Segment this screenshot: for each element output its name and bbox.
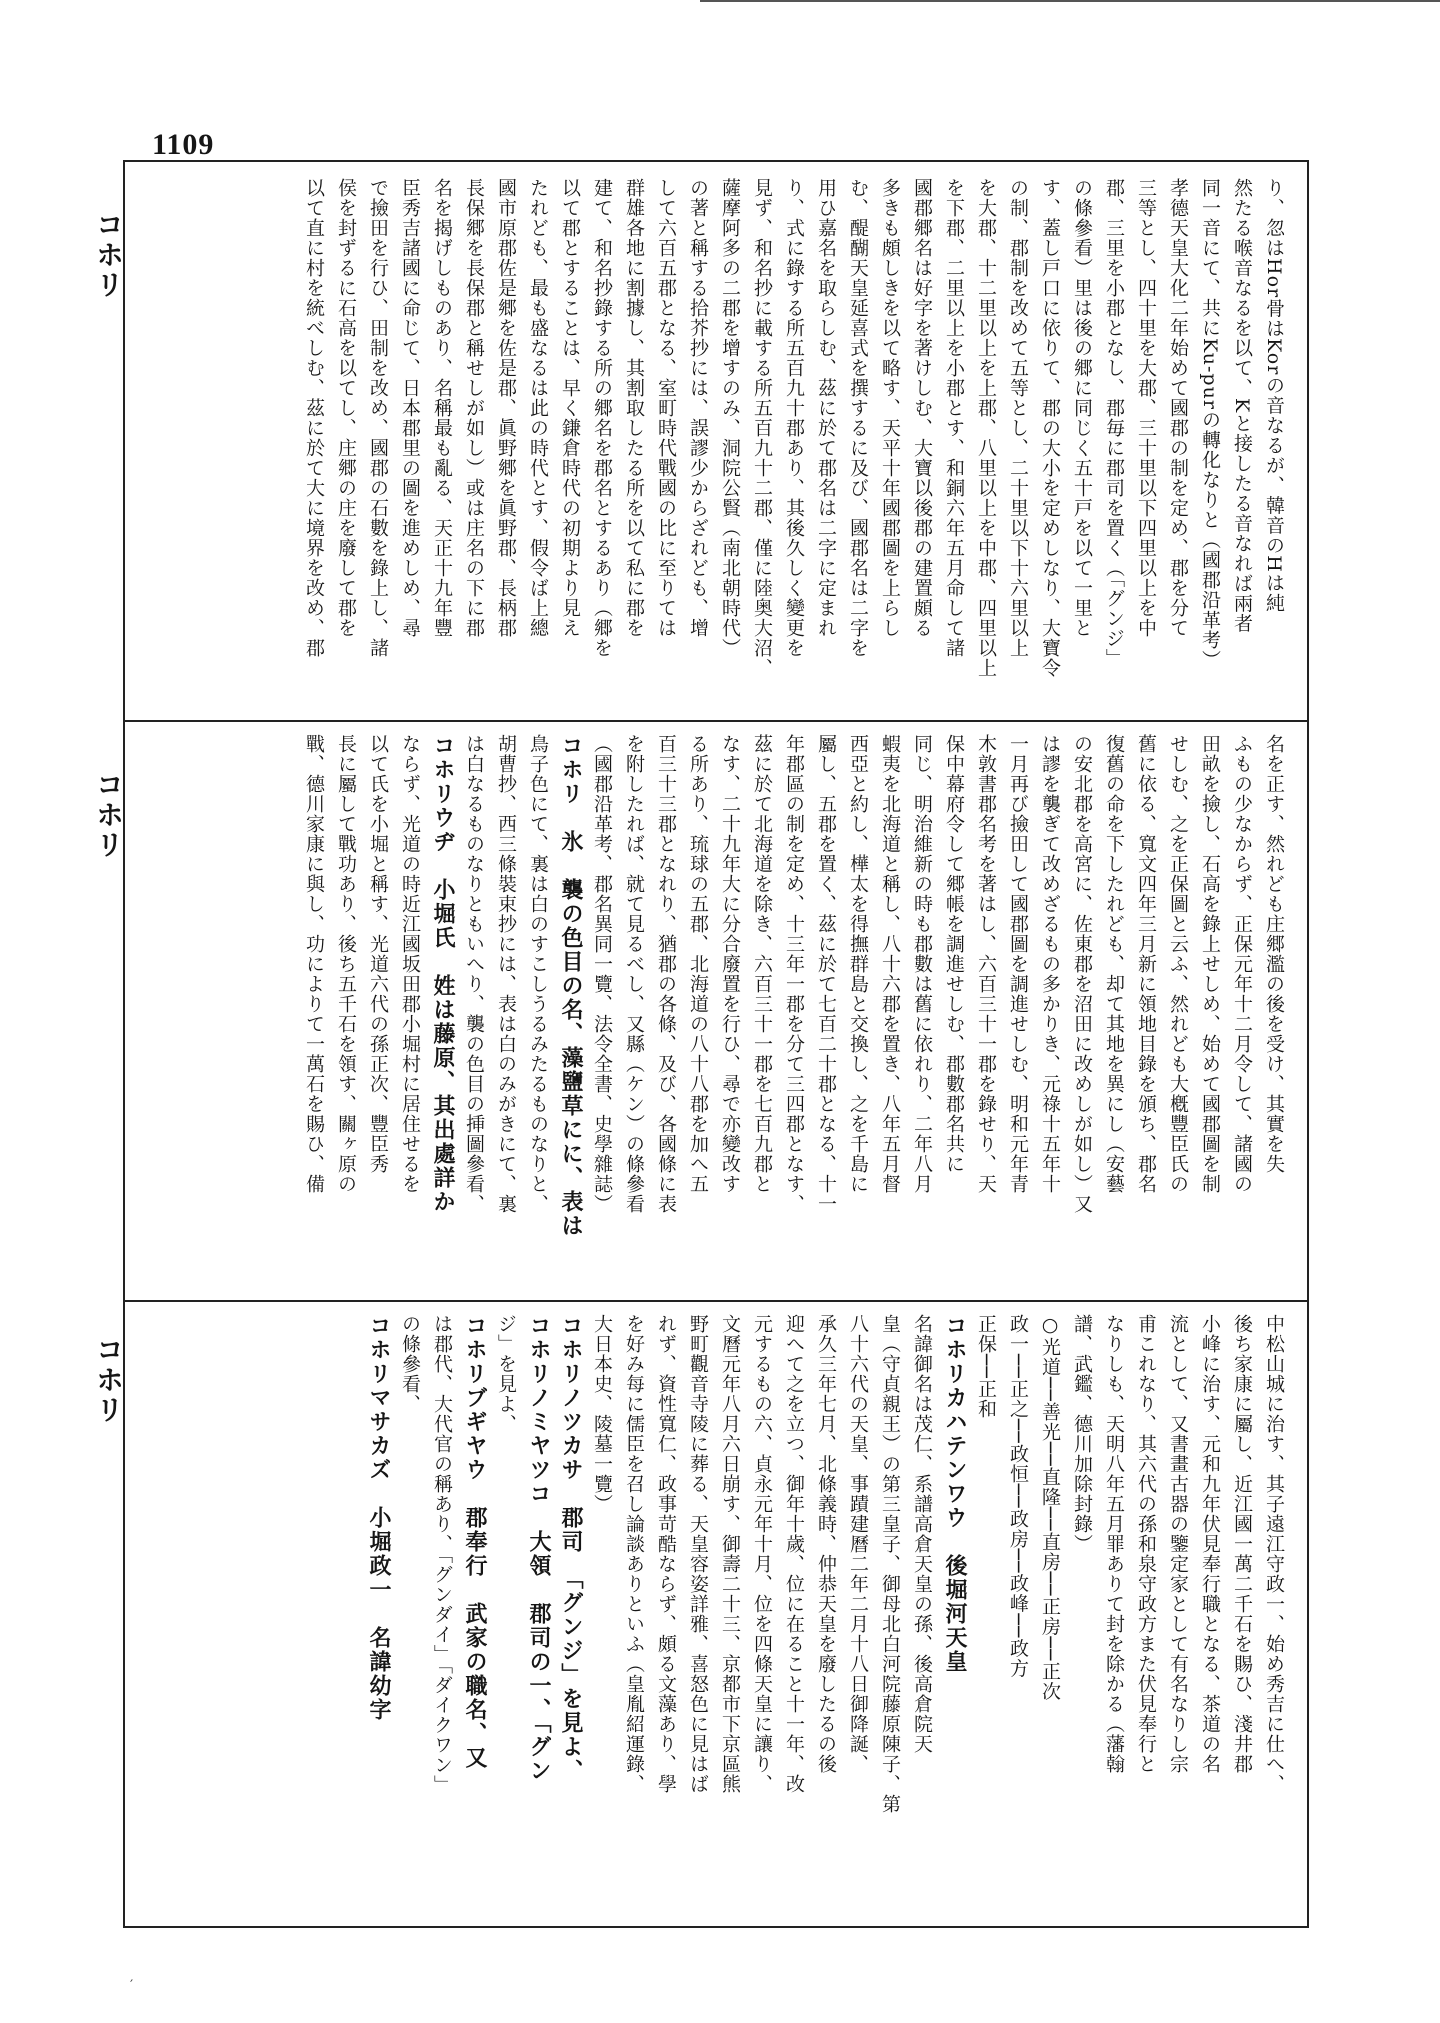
text-column: たれども、最も盛なるは此の時代とす、假令ば上總 — [527, 178, 549, 638]
text-column: コホリ 氷 襲の色目の名、藻鹽草にに、表は — [558, 734, 583, 1238]
text-column: 戰、德川家康に與し、功によりて一萬石を賜ひ、備 — [303, 734, 325, 1194]
text-column: なりしも、天明八年五月罪ありて封を除かる（藩翰 — [1103, 1314, 1125, 1774]
running-head: コホリ — [92, 1335, 125, 1425]
page-number: 1109 — [152, 128, 215, 161]
text-column: で撿田を行ひ、田制を改め、國郡の石數を錄上し、諸 — [367, 178, 389, 658]
text-column: コホリノミヤツコ 大領 郡司の一、「グン — [526, 1314, 551, 1783]
text-column: 屬し、五郡を置く、茲に於て七百二十郡となる、十一 — [815, 734, 837, 1214]
text-column: 一月再び撿田して國郡圖を調進せしむ、明和元年青 — [1007, 734, 1029, 1194]
text-column: 長保郷を長保郡と稱せしが如し）或は庄名の下に郡 — [463, 178, 485, 638]
text-column: 以て郡とすることは、早く鎌倉時代の初期より見え — [559, 178, 581, 638]
text-column: 文曆元年八月六日崩す、御壽二十三、京都市下京區熊 — [719, 1314, 741, 1794]
text-column: り、忽はHor骨はKorの音なるが、韓音のHは純 — [1263, 178, 1285, 613]
text-column: を好み每に儒臣を召し論談ありといふ（皇胤紹運錄、 — [623, 1314, 645, 1794]
text-column: 孝德天皇大化二年始めて國郡の制を定め、郡を分て — [1167, 178, 1189, 638]
text-band-bottom — [140, 1314, 1290, 1910]
text-column: せしむ、之を正保圖と云ふ、然れども大槪豐臣氏の — [1167, 734, 1189, 1194]
text-column: は郡代、大代官の稱あり、「グンダイ」「ダイクワン」 — [431, 1314, 453, 1795]
text-column: 同一音にて、共にKu-purの轉化なりと（國郡沿革考） — [1199, 178, 1221, 670]
margin-mark: ′ — [130, 1978, 134, 1994]
text-column: 臣秀吉諸國に命じて、日本郡里の圖を進めしめ、尋 — [399, 178, 421, 638]
text-column: コホリカハテンワウ 後堀河天皇 — [942, 1314, 967, 1674]
text-column: 復舊の命を下したれども、却て其地を異にし（安藝 — [1103, 734, 1125, 1194]
text-column: 以て直に村を統べしむ、茲に於て大に境界を改め、郡 — [303, 178, 325, 658]
text-column: 野町觀音寺陵に葬る、天皇容姿詳雅、喜怒色に見はば — [687, 1314, 709, 1794]
text-column: の著と稱する拾芥抄には、誤謬少からざれども、增 — [687, 178, 709, 638]
text-column: して六百五郡となる、室町時代戰國の比に至りては — [655, 178, 677, 638]
text-band-middle — [140, 734, 1290, 1286]
text-column: 後ち家康に屬し、近江國一萬二千石を賜ひ、淺井郡 — [1231, 1314, 1253, 1774]
text-column: の條參看）里は後の郷に同じく五十戸を以て一里と — [1071, 178, 1093, 638]
text-column: ふもの少なからず、正保元年十二月令して、諸國の — [1231, 734, 1253, 1194]
text-column: 元するもの六、貞永元年十月、位を四條天皇に讓り、 — [751, 1314, 773, 1794]
text-column: 小峰に治す、元和九年伏見奉行職となる、茶道の名 — [1199, 1314, 1221, 1774]
text-column: 郡、三里を小郡となし、郡毎に郡司を置く（「グンジ」 — [1103, 178, 1125, 669]
text-column: 長に屬して戰功あり、後ち五千石を領す、關ヶ原の — [335, 734, 357, 1194]
text-column: る所あり、琉球の五郡、北海道の八十八郡を加へ五 — [687, 734, 709, 1194]
text-column: 見ず、和名抄に載する所五百九十二郡、僅に陸奥大沼、 — [751, 178, 773, 678]
text-column: 多きも頗しきを以て略す、天平十年國郡圖を上らし — [879, 178, 901, 638]
text-column: 群雄各地に割據し、其割取したる所を以て私に郡を — [623, 178, 645, 638]
text-column: 名を正す、然れども庄郷濫の後を受け、其實を失 — [1263, 734, 1285, 1174]
text-column: コホリマサカズ 小堀政一 名諱幼字 — [366, 1314, 391, 1722]
text-column: 名諱御名は茂仁、系譜高倉天皇の孫、後高倉院天 — [911, 1314, 933, 1754]
text-column: ならず、光道の時近江國坂田郡小堀村に居住せるを — [399, 734, 421, 1194]
text-column: 政一──正之──政恒──政房──政峰──政方 — [1007, 1314, 1029, 1679]
text-column: を附したれば、就て見るべし、又縣（ケン）の條參看 — [623, 734, 645, 1214]
text-band-top — [140, 178, 1290, 708]
band-divider — [123, 1300, 1309, 1302]
text-column: 用ひ嘉名を取らしむ、茲に於て郡名は二字に定まれ — [815, 178, 837, 638]
text-column: 舊に依る、寬文四年三月新に領地目錄を頒ち、郡名 — [1135, 734, 1157, 1194]
text-column: 正保──正和 — [975, 1314, 997, 1419]
text-column: 國市原郡佐是郷を佐是郡、眞野郷を眞野郡、長柄郡 — [495, 178, 517, 638]
text-column: 皇（守貞親王）の第三皇子、御母北白河院藤原陳子、第 — [879, 1314, 901, 1814]
text-column: 甫これなり、其六代の孫和泉守政方また伏見奉行と — [1135, 1314, 1157, 1774]
text-column: ジ」を見よ、 — [495, 1314, 517, 1434]
text-column: を大郡、十二里以上を上郡、八里以上を中郡、四里以上 — [975, 178, 997, 678]
running-head: コホリ — [92, 210, 125, 300]
text-column: 國郡郷名は好字を著けしむ、大寶以後郡の建置頗る — [911, 178, 933, 638]
text-column: 木敦書郡名考を著はし、六百三十一郡を錄せり、天 — [975, 734, 997, 1194]
text-column: を下郡、二里以上を小郡とす、和銅六年五月命して諸 — [943, 178, 965, 658]
text-column: は白なるものなりともいへり、襲の色目の挿圖參看、 — [463, 734, 485, 1214]
text-column: コホリウヂ 小堀氏 姓は藤原、其出處詳か — [430, 734, 455, 1214]
text-column: 薩摩阿多の二郡を增すのみ、洞院公賢（南北朝時代） — [719, 178, 741, 658]
text-column: の條參看、 — [399, 1314, 421, 1414]
text-column: 以て氏を小堀と稱す、光道六代の孫正次、豐臣秀 — [367, 734, 389, 1174]
text-column: 百三十三郡となれり、猶郡の各條、及び、各國條に表 — [655, 734, 677, 1214]
text-column: 田畝を撿し、石高を錄上せしめ、始めて國郡圖を制 — [1199, 734, 1221, 1194]
text-column: コホリノツカサ 郡司 「グンジ」を見よ、 — [558, 1314, 583, 1783]
text-column: 茲に於て北海道を除き、六百三十一郡を七百九郡と — [751, 734, 773, 1194]
text-column: り、式に錄する所五百九十郡あり、其後久しく變更を — [783, 178, 805, 658]
text-column: 蝦夷を北海道と稱し、八十六郡を置き、八年五月督 — [879, 734, 901, 1194]
text-column: の安北郡を高宮に、佐東郡を沼田に改めしが如し）又 — [1071, 734, 1093, 1214]
text-column: 承久三年七月、北條義時、仲恭天皇を廢したるの後 — [815, 1314, 837, 1774]
text-column: 年郡區の制を定め、十三年一郡を分て三四郡となす、 — [783, 734, 805, 1214]
text-column: 中松山城に治す、其子遠江守政一、始め秀吉に仕へ、 — [1263, 1314, 1285, 1794]
text-column: 迎へて之を立つ、御年十歲、位に在ること十一年、改 — [783, 1314, 805, 1794]
text-column: なす、二十九年大に分合廢置を行ひ、尋で亦變改す — [719, 734, 741, 1194]
text-column: 侯を封ずるに石高を以てし、庄郷の庄を廢して郡を — [335, 178, 357, 638]
band-divider — [123, 720, 1309, 722]
text-column: 胡曹抄、西三條裝束抄には、表は白のみがきにて、裏 — [495, 734, 517, 1214]
text-column: 同じ、明治維新の時も郡數は舊に依れり、二年八月 — [911, 734, 933, 1194]
text-column: 八十六代の天皇、事蹟建曆二年二月十八日御降誕、 — [847, 1314, 869, 1774]
text-column: 流として、又書畫古器の鑒定家として有名なりし宗 — [1167, 1314, 1189, 1774]
text-column: 三等とし、四十里を大郡、三十里以下四里以上を中 — [1135, 178, 1157, 638]
text-column: 譜、武鑑、德川加除封錄） — [1071, 1314, 1093, 1554]
text-column: の制、郡制を改めて五等とし、二十里以下十六里以上 — [1007, 178, 1029, 658]
text-column: 然たる喉音なるを以て、Kと接したる音なれば兩者 — [1231, 178, 1253, 634]
text-column: は謬を襲ぎて改めざるもの多かりき、元祿十五年十 — [1039, 734, 1061, 1194]
text-column: ○光道──善光──直隆──直房──正房──正次 — [1039, 1314, 1061, 1702]
text-column: 大日本史、陵墓一覽） — [591, 1314, 613, 1514]
text-column: 名を揭げしものあり、名稱最も亂る、天正十九年豐 — [431, 178, 453, 638]
text-column: （國郡沿革考、郡名異同一覽、法令全書、史學雜誌） — [591, 734, 613, 1214]
text-column: 鳥子色にて、裏は白のすこしうるみたるものなりと、 — [527, 734, 549, 1214]
text-column: 保中幕府令して郷帳を調進せしむ、郡數郡名共に — [943, 734, 965, 1174]
running-head: コホリ — [92, 770, 125, 860]
top-edge-rule — [700, 0, 1440, 2]
text-column: れず、資性寬仁、政事苛酷ならず、頗る文藻あり、學 — [655, 1314, 677, 1794]
text-column: す、蓋し戸口に依りて、郡の大小を定めしなり、大寶令 — [1039, 178, 1061, 678]
text-column: 建て、和名抄錄する所の郷名を郡名とするあり（郷を — [591, 178, 613, 658]
text-column: コホリブギヤウ 郡奉行 武家の職名、又 — [462, 1314, 487, 1770]
text-column: む、醍醐天皇延喜式を撰するに及び、國郡名は二字を — [847, 178, 869, 658]
text-column: 西亞と約し、樺太を得撫群島と交換し、之を千島に — [847, 734, 869, 1194]
